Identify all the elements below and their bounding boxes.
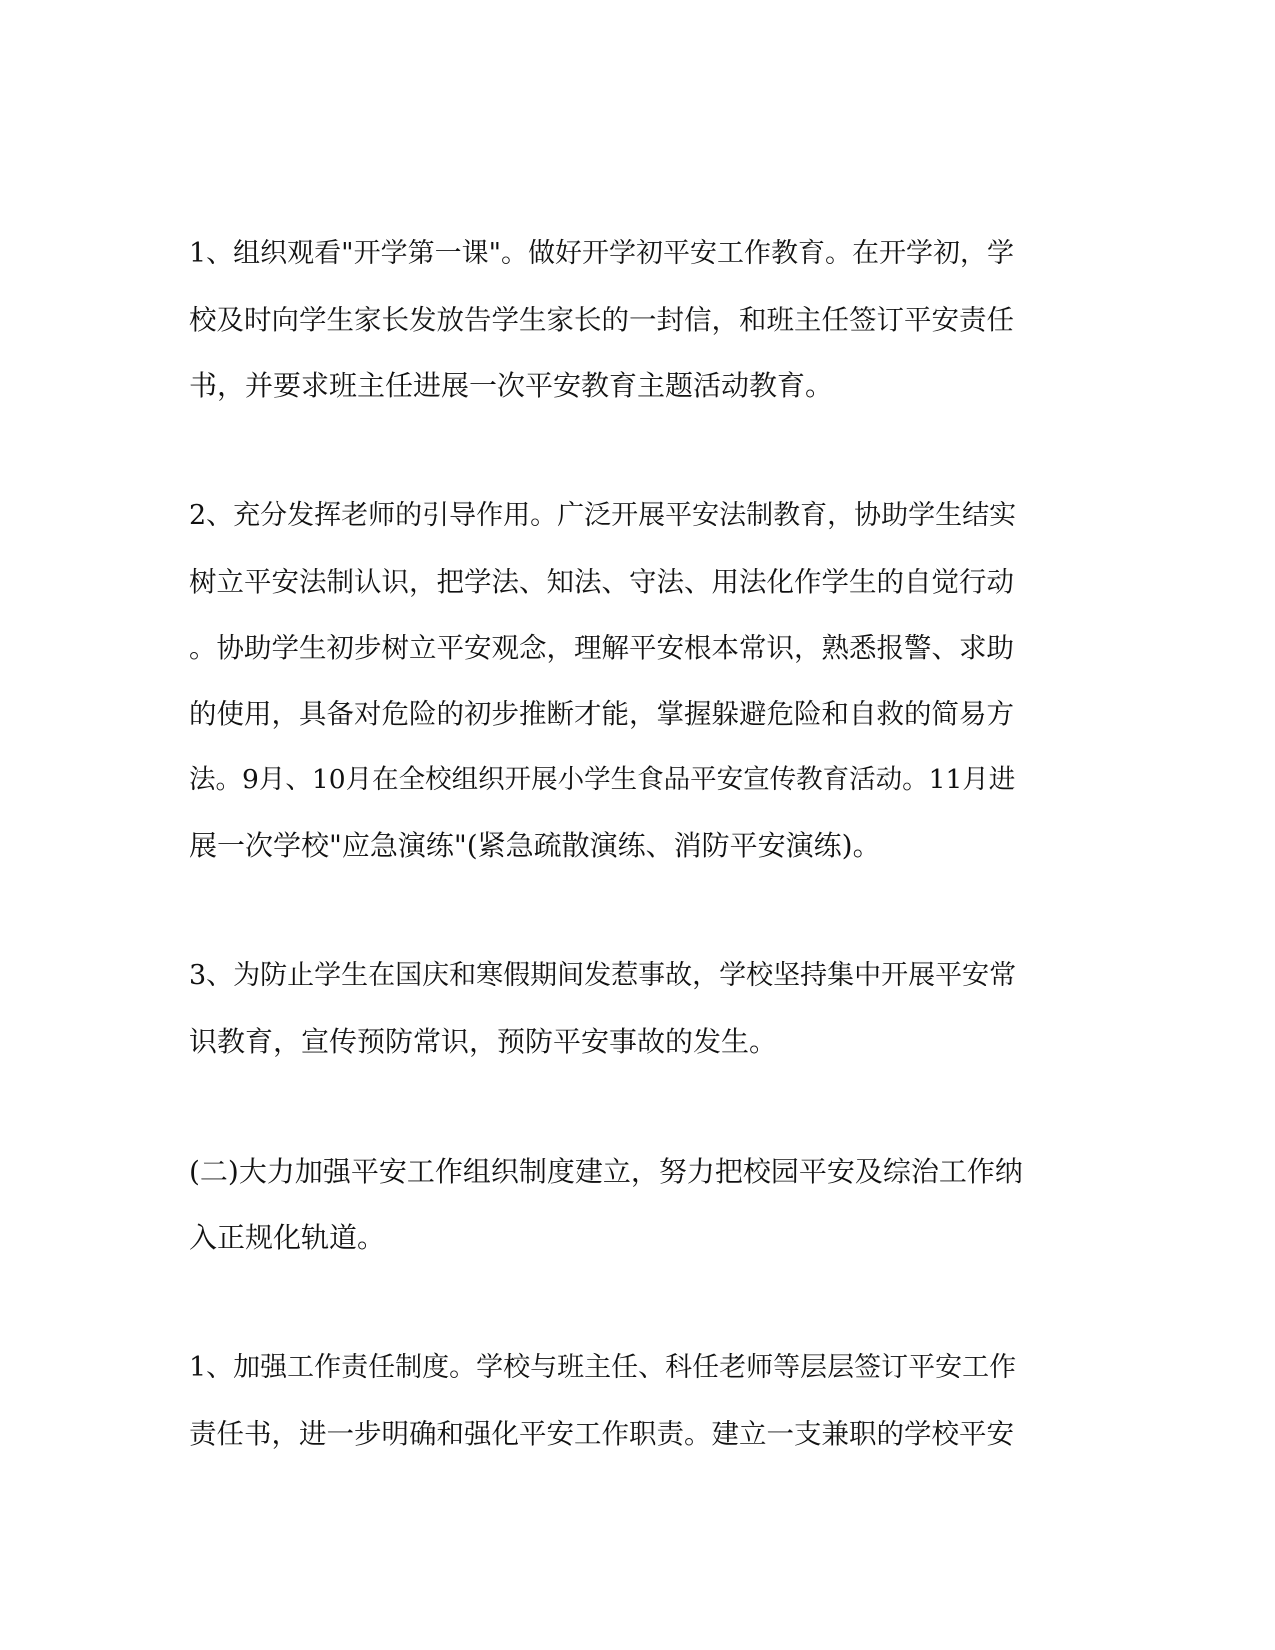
text-line: 责任书，进一步明确和强化平安工作职责。建立一支兼职的学校平安 [189,1418,1014,1450]
text-line: 树立平安法制认识，把学法、知法、守法、用法化作学生的自觉行动 [189,566,1014,598]
text-line: 校及时向学生家长发放告学生家长的一封信，和班主任签订平安责任 [189,304,1014,336]
section-heading-line: (二)大力加强平安工作组织制度建立，努力把校园平安及综治工作纳 [189,1155,1023,1188]
text-line: 3、为防止学生在国庆和寒假期间发惹事故，学校坚持集中开展平安常 [189,960,1017,991]
text-line: 1、加强工作责任制度。学校与班主任、科任老师等层层签订平安工作 [189,1352,1017,1383]
text-line: 法。9月、10月在全校组织开展小学生食品平安宣传教育活动。11月进 [189,764,1016,795]
text-line: 2、充分发挥老师的引导作用。广泛开展平安法制教育，协助学生结实 [189,500,1017,531]
text-line: 1、组织观看"开学第一课"。做好开学初平安工作教育。在开学初，学 [189,238,1015,269]
section-heading-line: 入正规化轨道。 [189,1221,386,1254]
text-line: 识教育，宣传预防常识，预防平安事故的发生。 [189,1025,778,1058]
text-line: 的使用，具备对危险的初步推断才能，掌握躲避危险和自救的简易方 [189,698,1014,730]
text-line: 。协助学生初步树立平安观念，理解平安根本常识，熟悉报警、求助 [189,632,1014,664]
text-line: 书，并要求班主任进展一次平安教育主题活动教育。 [189,369,834,402]
text-line: 展一次学校"应急演练"(紧急疏散演练、消防平安演练)。 [189,829,881,862]
